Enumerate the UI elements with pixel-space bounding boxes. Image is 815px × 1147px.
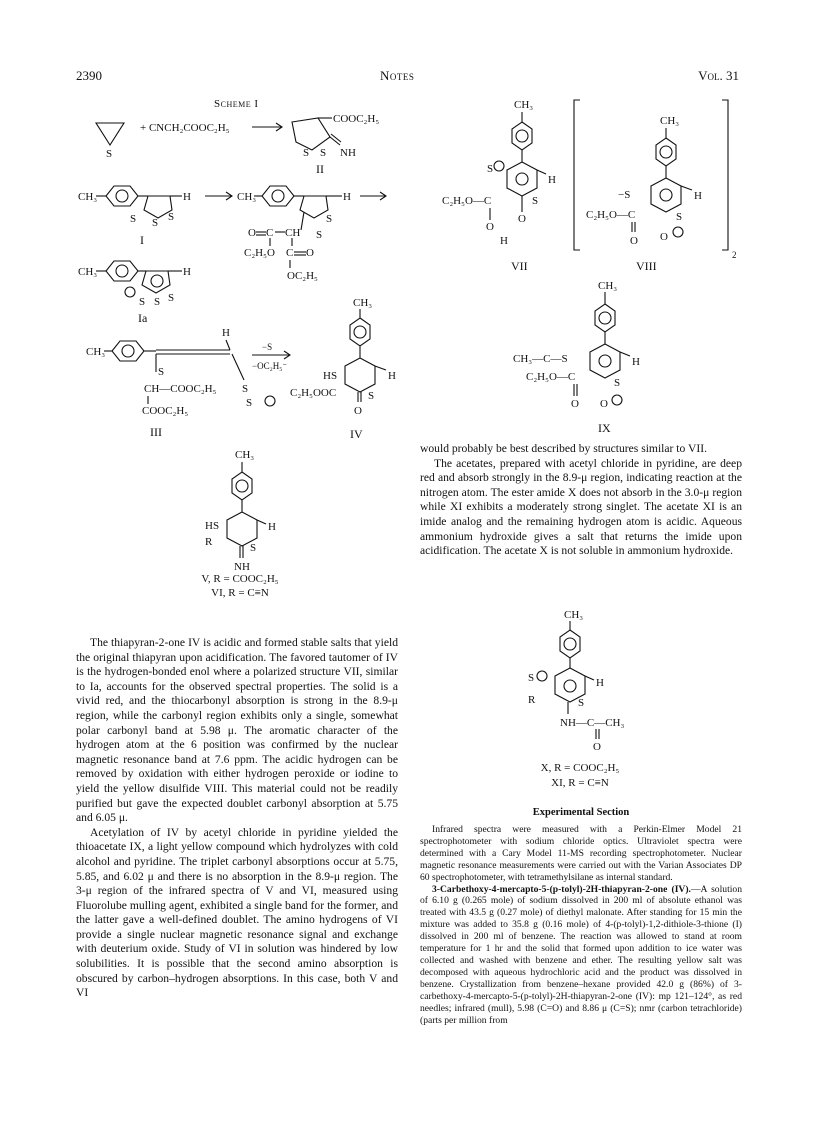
svg-text:S: S	[246, 397, 253, 409]
svg-text:H: H	[343, 191, 351, 203]
svg-text:CH—COOC₂H₅: CH—COOC₂H₅	[144, 383, 217, 395]
svg-text:−OC₂H₅⁻: −OC₂H₅⁻	[252, 361, 288, 371]
svg-text:HS: HS	[323, 370, 338, 382]
svg-text:COOC₂H₅: COOC₂H₅	[142, 405, 189, 417]
svg-text:O: O	[600, 398, 608, 410]
structure-Ia	[78, 261, 191, 308]
paragraph: would probably be best described by structures similar to VII.	[420, 442, 707, 455]
ii-s2: S	[320, 147, 327, 159]
svg-text:H: H	[222, 327, 230, 339]
label-VIII: VIII	[636, 259, 657, 273]
structure-VII	[442, 99, 556, 247]
label-VI: VI, R = C≡N	[211, 587, 269, 599]
arrow-3	[252, 342, 290, 371]
compound-title: 3-Carbethoxy-4-mercapto-5-(p-tolyl)-2H-thiapyran-2-one (IV).	[432, 883, 691, 895]
structure-IX	[513, 280, 640, 410]
experimental-intro: Infrared spectra were measured with a Perkin-Elmer Model 21 spectrophotometer with sodium chloride optics. Ultraviolet spectra were determined with a Cary Model 11-MS recording spectrophotometer. Nuclear magnetic resonance measurements were carried out with the Varian Associates DP 60 spectrophotometer, with tetramethylsilane as internal standard.	[420, 824, 742, 883]
arrow-1	[205, 192, 232, 200]
svg-text:R: R	[528, 694, 536, 706]
svg-text:CH₃: CH₃	[353, 297, 373, 309]
label-I: I	[140, 233, 144, 247]
arrow-2	[360, 192, 386, 200]
svg-text:O: O	[518, 213, 526, 225]
structure-IV	[290, 297, 396, 417]
svg-text:CH: CH	[285, 227, 301, 239]
svg-text:C₂H₅O—C: C₂H₅O—C	[526, 371, 576, 383]
ii-nh: NH	[340, 147, 356, 159]
svg-text:S: S	[528, 672, 535, 684]
label-XI: XI, R = C≡N	[551, 777, 609, 789]
svg-text:CH₃: CH₃	[514, 99, 534, 111]
structure-II	[292, 113, 379, 159]
svg-text:S: S	[168, 292, 175, 304]
svg-text:H: H	[183, 191, 191, 203]
svg-text:C: C	[266, 227, 274, 239]
svg-text:H: H	[548, 174, 556, 186]
svg-text:CH₃: CH₃	[235, 449, 255, 461]
svg-text:C₂H₅O—C: C₂H₅O—C	[442, 195, 492, 207]
svg-text:O: O	[593, 741, 601, 753]
svg-text:NH—C—CH₃: NH—C—CH₃	[560, 717, 625, 729]
thiirane-structure	[96, 123, 124, 160]
svg-text:−S: −S	[618, 189, 631, 201]
svg-text:S: S	[326, 213, 333, 225]
label-VII: VII	[511, 259, 528, 273]
svg-text:C₂H₅OOC: C₂H₅OOC	[290, 387, 337, 399]
volume: Vol. 31	[698, 68, 739, 83]
structure-VIII	[574, 100, 737, 260]
svg-text:CH₃: CH₃	[237, 191, 257, 203]
svg-text:HS: HS	[205, 520, 220, 532]
paragraph: The acetates, prepared with acetyl chloride in pyridine, are deep red and absorb strongly in the 8.9-μ region, indicating reaction at the nitrogen atom. The ester amide X does not absorb in the 3.0-μ region while XI exhibits a moderately strong singlet. The acetate XI is an imide analog and the remaining hydrogen atom is acidic. Aqueous ammonium hydroxide gives a salt that returns the imide upon acidification. The acetate X is not soluble in ammonium hydroxide.	[420, 456, 742, 558]
structure-I	[78, 186, 191, 229]
svg-text:CH₃: CH₃	[78, 191, 98, 203]
svg-text:R: R	[205, 536, 213, 548]
svg-text:S: S	[250, 542, 257, 554]
svg-text:NH: NH	[234, 561, 250, 573]
reagent-text: + CNCH₂COOC₂H₅	[140, 122, 230, 134]
svg-text:O: O	[660, 231, 668, 243]
svg-text:H: H	[632, 356, 640, 368]
svg-text:S: S	[242, 383, 249, 395]
structure-V-VI	[205, 449, 276, 573]
svg-text:S: S	[158, 366, 165, 378]
svg-text:O: O	[354, 405, 362, 417]
experimental-heading: Experimental Section	[532, 807, 630, 818]
svg-text:S: S	[130, 213, 137, 225]
left-column	[76, 636, 398, 1001]
svg-text:S: S	[578, 697, 585, 709]
svg-text:CH₃: CH₃	[78, 266, 98, 278]
svg-text:O: O	[248, 227, 256, 239]
right-column-top	[420, 442, 742, 559]
structure-X-XI	[500, 606, 700, 756]
label-Ia: Ia	[138, 311, 148, 325]
svg-text:H: H	[596, 677, 604, 689]
svg-text:CH₃: CH₃	[660, 115, 680, 127]
svg-text:S: S	[316, 229, 323, 241]
svg-text:C: C	[286, 247, 294, 259]
svg-text:S: S	[139, 296, 146, 308]
running-head: Notes	[380, 68, 415, 83]
atom-s: S	[106, 148, 113, 160]
svg-text:S: S	[487, 163, 494, 175]
svg-text:S: S	[532, 195, 539, 207]
svg-text:CH₃: CH₃	[598, 280, 618, 292]
svg-text:S: S	[368, 390, 375, 402]
svg-text:CH₃—C—S: CH₃—C—S	[513, 353, 568, 365]
svg-text:O: O	[630, 235, 638, 247]
svg-text:H: H	[388, 370, 396, 382]
label-X: X, R = COOC₂H₅	[540, 762, 620, 774]
svg-text:CH₃: CH₃	[564, 609, 584, 621]
svg-text:−S: −S	[262, 342, 273, 352]
ii-cooc2h5: COOC₂H₅	[333, 113, 380, 125]
svg-text:2: 2	[732, 250, 737, 260]
procedure: —A solution of 6.10 g (0.265 mole) of sodium dissolved in 200 ml of absolute ethanol was treated with 43.5 g (0.27 mole) of diethyl malonate. After standing for 15 min the mixture was added to 35.8 g (0.16 mole) of 4-(p-tolyl)-1,2-dithiole-3-thione (I) dissolved in 200 ml of benzene. The reaction was allowed to stand at room temperature for 1 hr and the solid that formed upon addition to ice water was collected and washed with benzene and ether. The resulting yellow salt was decomposed with aqueous hydrochloric acid and the product was dissolved in benzene. Crystallization from benzene–hexane provided 42.0 g (86%) of 3-carbethoxy-4-mercapto-5-(p-tolyl)-2H-thiapyran-2-one (IV): mp 121–124°, as red needles; infrared (mull), 5.98 (C=O) and 8.86 μ (C=S); nmr (carbon tetrachloride) (parts per million from	[420, 883, 742, 1026]
svg-text:H: H	[183, 266, 191, 278]
svg-text:S: S	[168, 211, 175, 223]
label-III: III	[150, 425, 162, 439]
scheme-title: Scheme I	[214, 98, 259, 110]
svg-text:OC₂H₅: OC₂H₅	[287, 270, 318, 282]
paragraph: Acetylation of IV by acetyl chloride in pyridine yielded the thioacetate IX, a light yellow compound which hydrolyzes with cold alcohol and pyridine. The triplet carbonyl absorptions occur at 5.75, 5.85, and 6.02 μ and there is no absorption in the 8.9-μ region. The 3-μ region of the infrared spectra of V and VI, measured using Fluorolube mulling agent, exhibited a single band for the former, and the latter gave a well-defined doublet. The amino hydrogens of VI provide a single nuclear magnetic resonance signal and exchange with deuterium oxide. Study of VI in solution was hindered by low solubilities. It is possible that the second amino absorption is obscured by carbon–hydrogen absorptions. In this case, both V and VI	[76, 825, 398, 1000]
svg-text:H: H	[694, 190, 702, 202]
svg-text:H: H	[500, 235, 508, 247]
ii-s1: S	[303, 147, 310, 159]
svg-text:C₂H₅O: C₂H₅O	[244, 247, 275, 259]
paragraph: The thiapyran-2-one IV is acidic and formed stable salts that yield the original thiapyran upon acidification. The favored tautomer of IV is the hydrogen-bonded enol where a polarized structure VII, similar to Ia, accounts for the observed spectral properties. The solid is a vivid red, and the thiocarbonyl absorption is strong in the 8.9-μ region, while the carbonyl region exhibits only a single, somewhat polar carbonyl band at 5.98 μ. The aromatic character of the hydrogen atom at the 6 position was confirmed by the nuclear magnetic resonance band at 7.6 ppm. The acidic hydrogen can be removed by oxidation with either hydrogen peroxide or iodine to yield the yellow disulfide VIII. This material could not be readily purified but gave the expected doublet carbonyl absorption at 5.75 and 6.05 μ.	[76, 636, 398, 825]
svg-text:O: O	[306, 247, 314, 259]
experimental-text	[420, 824, 742, 1026]
page-number: 2390	[76, 68, 102, 83]
label-II: II	[316, 162, 324, 176]
svg-text:CH₃: CH₃	[86, 346, 106, 358]
svg-text:O: O	[571, 398, 579, 410]
structure-III	[86, 327, 275, 417]
label-V: V, R = COOC₂H₅	[201, 573, 279, 585]
adduct-structure	[237, 186, 351, 282]
label-IX: IX	[598, 421, 611, 435]
svg-text:S: S	[152, 217, 159, 229]
label-IV: IV	[350, 427, 363, 441]
svg-text:O: O	[486, 221, 494, 233]
svg-text:S: S	[676, 211, 683, 223]
svg-text:S: S	[614, 377, 621, 389]
svg-text:H: H	[268, 521, 276, 533]
reaction-arrow	[252, 123, 282, 131]
svg-text:C₂H₅O—C: C₂H₅O—C	[586, 209, 636, 221]
svg-text:S: S	[154, 296, 161, 308]
